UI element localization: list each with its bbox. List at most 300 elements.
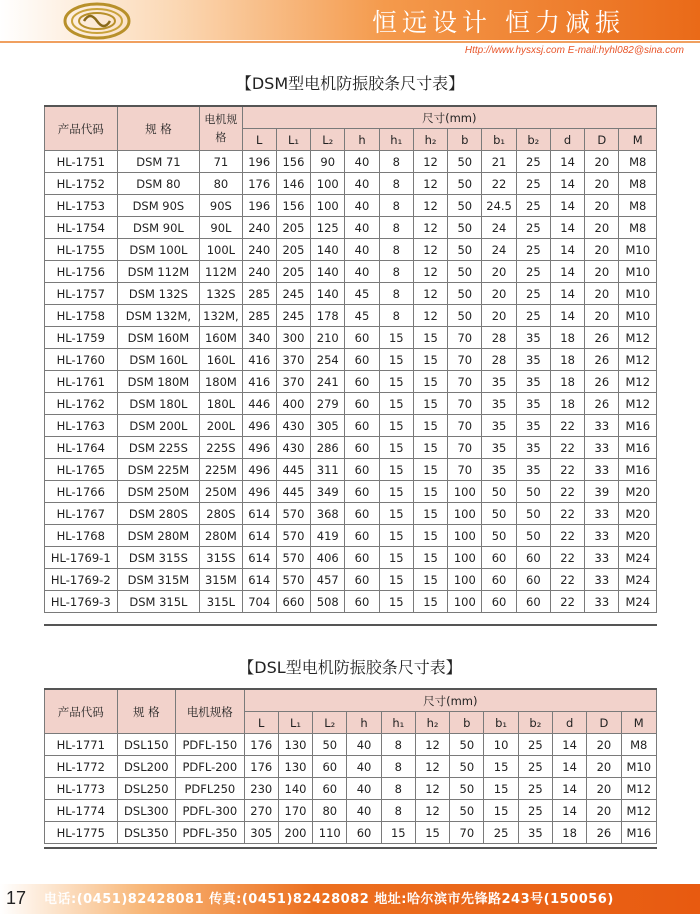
table-cell: 33 [585,437,619,459]
table-cell: 50 [448,151,482,173]
table-row [45,591,657,613]
table-cell: 20 [585,305,619,327]
table-cell: 156 [276,151,310,173]
table-cell: 33 [585,591,619,613]
table-cell: 100 [311,173,345,195]
table-cell: 25 [518,800,552,822]
table-cell: 20 [585,217,619,239]
table-cell: DSM 315M [117,569,200,591]
table-cell: 8 [381,800,415,822]
table-cell: HL-1773 [45,778,118,800]
table-cell: 14 [552,778,586,800]
table-cell: HL-1764 [45,437,118,459]
table-cell: 100 [448,525,482,547]
table-cell: 20 [585,173,619,195]
table-cell: 50 [482,503,516,525]
dim-header-cell: L₂ [311,129,345,151]
table-row [45,800,657,822]
table-cell: 33 [585,547,619,569]
table-cell: 200 [278,822,312,844]
dim-header-cell: h₂ [415,712,449,734]
table-cell: 457 [311,569,345,591]
footer-contact: 电话:(0451)82428081 传真:(0451)82428082 地址:哈尔滨市先锋路243号(150056) [44,892,614,907]
table-cell: 50 [482,481,516,503]
table-row [45,415,657,437]
table-cell: 24 [482,239,516,261]
table-cell: 305 [244,822,278,844]
table-cell: 15 [379,459,413,481]
table-cell: M12 [621,800,656,822]
table-cell: 26 [587,822,621,844]
table-cell: 70 [450,822,484,844]
table-cell: PDFL250 [176,778,245,800]
table-cell: 50 [448,283,482,305]
table-cell: 254 [311,349,345,371]
table-cell: DSM 71 [117,151,200,173]
header-spec: 规 格 [117,107,200,151]
table-cell: 50 [313,734,347,756]
table-cell: 25 [516,261,550,283]
table-cell: 60 [482,569,516,591]
table-row [45,195,657,217]
table-cell: 430 [276,415,310,437]
dim-header-cell: d [552,712,586,734]
table-cell: 15 [379,371,413,393]
table-cell: HL-1755 [45,239,118,261]
dim-header-cell: h₁ [381,712,415,734]
table-cell: 20 [587,778,621,800]
table-cell: 100 [448,547,482,569]
table-cell: DSM 160L [117,349,200,371]
table-cell: M8 [621,734,656,756]
table-cell: 614 [242,569,276,591]
table-cell: 70 [448,349,482,371]
table-cell: 15 [413,525,447,547]
table-cell: 8 [379,217,413,239]
table-cell: 15 [413,415,447,437]
table-cell: 50 [450,734,484,756]
table-cell: 12 [415,756,449,778]
table-cell: M8 [619,217,657,239]
table-cell: 370 [276,371,310,393]
table-cell: 24.5 [482,195,516,217]
table-cell: DSL200 [117,756,175,778]
table-cell: 445 [276,459,310,481]
table-cell: 60 [345,437,379,459]
table-cell: 33 [585,415,619,437]
table-cell: 14 [550,305,584,327]
table-cell: 22 [550,415,584,437]
table-cell: 60 [345,371,379,393]
table-cell: 8 [381,778,415,800]
table-cell: 240 [242,217,276,239]
table-cell: DSL350 [117,822,175,844]
table-cell: 305 [311,415,345,437]
table-cell: 22 [550,503,584,525]
table-cell: 22 [550,459,584,481]
table-cell: 250M [200,481,242,503]
table-cell: 180L [200,393,242,415]
table-cell: 140 [311,239,345,261]
table-cell: 15 [379,481,413,503]
table-cell: 245 [276,305,310,327]
table-cell: 15 [413,547,447,569]
table-row [45,151,657,173]
table-cell: 22 [482,173,516,195]
table-row [45,778,657,800]
table-cell: M10 [619,239,657,261]
table-cell: 15 [484,800,518,822]
company-logo-icon [62,1,132,41]
table-cell: 15 [413,569,447,591]
table-cell: 24 [482,217,516,239]
table-cell: HL-1763 [45,415,118,437]
table-cell: 25 [484,822,518,844]
table-cell: 35 [518,822,552,844]
table-cell: 12 [415,734,449,756]
table-cell: 176 [244,734,278,756]
table-row [45,459,657,481]
table-cell: 20 [587,800,621,822]
table-cell: 15 [484,756,518,778]
table-cell: 15 [413,459,447,481]
table-cell: DSM 132M, [117,305,200,327]
contact-info: Http://www.hysxsj.com E-mail:hyhl082@sina.com [464,45,684,56]
table-cell: 20 [482,305,516,327]
dim-header-cell: L [244,712,278,734]
table-cell: 80 [200,173,242,195]
table-cell: 8 [381,734,415,756]
table-cell: 50 [448,195,482,217]
table-cell: 50 [448,261,482,283]
table-cell: 614 [242,525,276,547]
table-cell: 60 [345,525,379,547]
table-cell: 15 [484,778,518,800]
table-cell: 340 [242,327,276,349]
table-cell: M12 [619,349,657,371]
table-cell: 12 [415,800,449,822]
table-cell: DSM 112M [117,261,200,283]
table-cell: 430 [276,437,310,459]
table-cell: M12 [619,371,657,393]
table-cell: 100 [448,569,482,591]
table-cell: 349 [311,481,345,503]
table-cell: 205 [276,217,310,239]
header-dims: 尺寸(mm) [242,107,656,129]
table-cell: HL-1758 [45,305,118,327]
table-cell: 60 [345,415,379,437]
table-cell: 100 [448,481,482,503]
table-cell: M8 [619,151,657,173]
table-row [45,239,657,261]
table-cell: 280S [200,503,242,525]
table-cell: 60 [516,547,550,569]
table-cell: HL-1775 [45,822,118,844]
table-cell: 300 [276,327,310,349]
table-cell: 70 [448,393,482,415]
table-cell: PDFL-200 [176,756,245,778]
table-cell: M8 [619,195,657,217]
table-cell: 178 [311,305,345,327]
table-cell: M16 [619,415,657,437]
table-row [45,217,657,239]
table-cell: HL-1771 [45,734,118,756]
table-cell: 90S [200,195,242,217]
dim-header-cell: d [550,129,584,151]
table-cell: 15 [413,393,447,415]
table-cell: 15 [379,525,413,547]
table-cell: 20 [585,261,619,283]
table-cell: M8 [619,173,657,195]
table-row [45,371,657,393]
table-cell: 50 [448,173,482,195]
table-cell: 12 [415,778,449,800]
table-cell: DSM 315S [117,547,200,569]
table-cell: 311 [311,459,345,481]
table-cell: 496 [242,415,276,437]
table-cell: 240 [242,239,276,261]
table-cell: DSM 250M [117,481,200,503]
table-cell: 15 [379,569,413,591]
table-cell: 200L [200,415,242,437]
table-row [45,349,657,371]
table-cell: 25 [516,195,550,217]
table-cell: 40 [345,239,379,261]
table-cell: DSL150 [117,734,175,756]
table-cell: M12 [621,778,656,800]
table-cell: 50 [516,503,550,525]
table-cell: HL-1774 [45,800,118,822]
table-cell: 315S [200,547,242,569]
header-motor: 电机规格 [200,107,242,151]
table-cell: DSM 160M [117,327,200,349]
table-row [45,437,657,459]
table-cell: 35 [482,393,516,415]
table-cell: HL-1757 [45,283,118,305]
table-cell: 12 [413,305,447,327]
table-cell: 100 [448,503,482,525]
table-cell: 40 [345,261,379,283]
table-cell: 35 [516,459,550,481]
table-cell: 15 [379,591,413,613]
table-cell: DSM 80 [117,173,200,195]
table-cell: HL-1768 [45,525,118,547]
table-cell: 100 [311,195,345,217]
dim-header-cell: h [345,129,379,151]
table-cell: 60 [313,778,347,800]
table-cell: 35 [516,437,550,459]
table-cell: 12 [413,195,447,217]
table-cell: HL-1756 [45,261,118,283]
table-cell: 160L [200,349,242,371]
table-cell: 18 [550,327,584,349]
dim-header-cell: D [587,712,621,734]
table-cell: 15 [379,393,413,415]
table-cell: 279 [311,393,345,415]
header-dims: 尺寸(mm) [244,690,656,712]
table-cell: 8 [379,151,413,173]
table-cell: 28 [482,349,516,371]
table-cell: 140 [278,778,312,800]
table-cell: 60 [345,327,379,349]
dim-header-cell: b [450,712,484,734]
table-cell: 21 [482,151,516,173]
table-cell: 241 [311,371,345,393]
table-cell: 40 [345,151,379,173]
table-cell: 140 [311,283,345,305]
table-cell: 12 [413,151,447,173]
header-spec: 规 格 [117,690,175,734]
table-cell: 70 [448,371,482,393]
dim-header-cell: b₂ [518,712,552,734]
table-cell: HL-1772 [45,756,118,778]
table-cell: 20 [482,283,516,305]
dsl-spec-table [44,689,657,844]
table-cell: 496 [242,481,276,503]
table-cell: 35 [516,371,550,393]
table-cell: HL-1760 [45,349,118,371]
dim-header-cell: h₁ [379,129,413,151]
table-cell: 45 [345,283,379,305]
table-cell: 25 [516,283,550,305]
table-cell: 15 [413,327,447,349]
table-cell: 196 [242,195,276,217]
table-cell: 225S [200,437,242,459]
table-cell: M12 [619,393,657,415]
table-cell: 60 [516,569,550,591]
table-cell: 12 [413,173,447,195]
table-row [45,569,657,591]
table-cell: 50 [450,778,484,800]
table-cell: 205 [276,239,310,261]
table-cell: 70 [448,415,482,437]
table-cell: 160M [200,327,242,349]
table-cell: PDFL-300 [176,800,245,822]
table-cell: 25 [516,217,550,239]
table-cell: 60 [482,547,516,569]
dim-header-cell: b₂ [516,129,550,151]
table-cell: M20 [619,481,657,503]
table-cell: 60 [516,591,550,613]
table-row [45,822,657,844]
table-cell: HL-1759 [45,327,118,349]
table-cell: 10 [484,734,518,756]
table-row [45,283,657,305]
table-cell: 15 [379,547,413,569]
table-cell: 22 [550,525,584,547]
table-cell: 22 [550,547,584,569]
table-cell: 15 [379,437,413,459]
table-cell: M10 [621,756,656,778]
table-cell: 15 [413,349,447,371]
table-cell: 90L [200,217,242,239]
table-cell: HL-1761 [45,371,118,393]
table-cell: 60 [345,393,379,415]
table-cell: M10 [619,283,657,305]
table-cell: 570 [276,569,310,591]
table-cell: 35 [482,415,516,437]
table-cell: 180M [200,371,242,393]
dim-header-cell: h₂ [413,129,447,151]
table-cell: M12 [619,327,657,349]
table-cell: 285 [242,283,276,305]
table-row [45,173,657,195]
table-cell: 15 [415,822,449,844]
table-cell: DSL250 [117,778,175,800]
table-cell: 15 [379,349,413,371]
table-cell: 496 [242,437,276,459]
table-row [45,305,657,327]
table-cell: 286 [311,437,345,459]
dim-header-cell: b₁ [484,712,518,734]
table-cell: 14 [550,283,584,305]
table-cell: 12 [413,239,447,261]
table-cell: 14 [550,261,584,283]
table-cell: 416 [242,349,276,371]
table-cell: 570 [276,547,310,569]
table-cell: DSM 180L [117,393,200,415]
table-cell: 20 [585,239,619,261]
table-cell: DSM 100L [117,239,200,261]
table-cell: 40 [345,217,379,239]
table-cell: 446 [242,393,276,415]
table-cell: 45 [345,305,379,327]
table-cell: 20 [587,734,621,756]
table-cell: 15 [379,327,413,349]
table-cell: 60 [482,591,516,613]
table-cell: 33 [585,459,619,481]
table-cell: 50 [448,305,482,327]
table-cell: 35 [482,371,516,393]
table-cell: 20 [585,151,619,173]
table-cell: 12 [413,261,447,283]
dim-header-cell: L₁ [278,712,312,734]
table-row [45,525,657,547]
table-cell: 26 [585,393,619,415]
table-cell: M20 [619,525,657,547]
table-cell: DSM 90L [117,217,200,239]
table-cell: 132S [200,283,242,305]
table-cell: 176 [242,173,276,195]
table-cell: DSM 132S [117,283,200,305]
table-cell: M20 [619,503,657,525]
table-cell: 370 [276,349,310,371]
table-cell: M16 [621,822,656,844]
table-cell: 18 [550,349,584,371]
table-cell: 25 [516,305,550,327]
header-divider [0,41,700,43]
table-cell: 71 [200,151,242,173]
table-cell: 416 [242,371,276,393]
table-cell: 130 [278,756,312,778]
table-cell: 50 [516,525,550,547]
table-cell: 20 [585,283,619,305]
table-cell: 50 [516,481,550,503]
dim-header-cell: M [621,712,656,734]
table-cell: 146 [276,173,310,195]
table-cell: 8 [379,305,413,327]
table-cell: 18 [550,371,584,393]
table-row [45,261,657,283]
table-cell: HL-1751 [45,151,118,173]
table-cell: 18 [552,822,586,844]
table-cell: 35 [482,459,516,481]
table-cell: 50 [450,756,484,778]
table-cell: 614 [242,547,276,569]
table-cell: DSM 225S [117,437,200,459]
table-cell: 170 [278,800,312,822]
table-cell: 400 [276,393,310,415]
